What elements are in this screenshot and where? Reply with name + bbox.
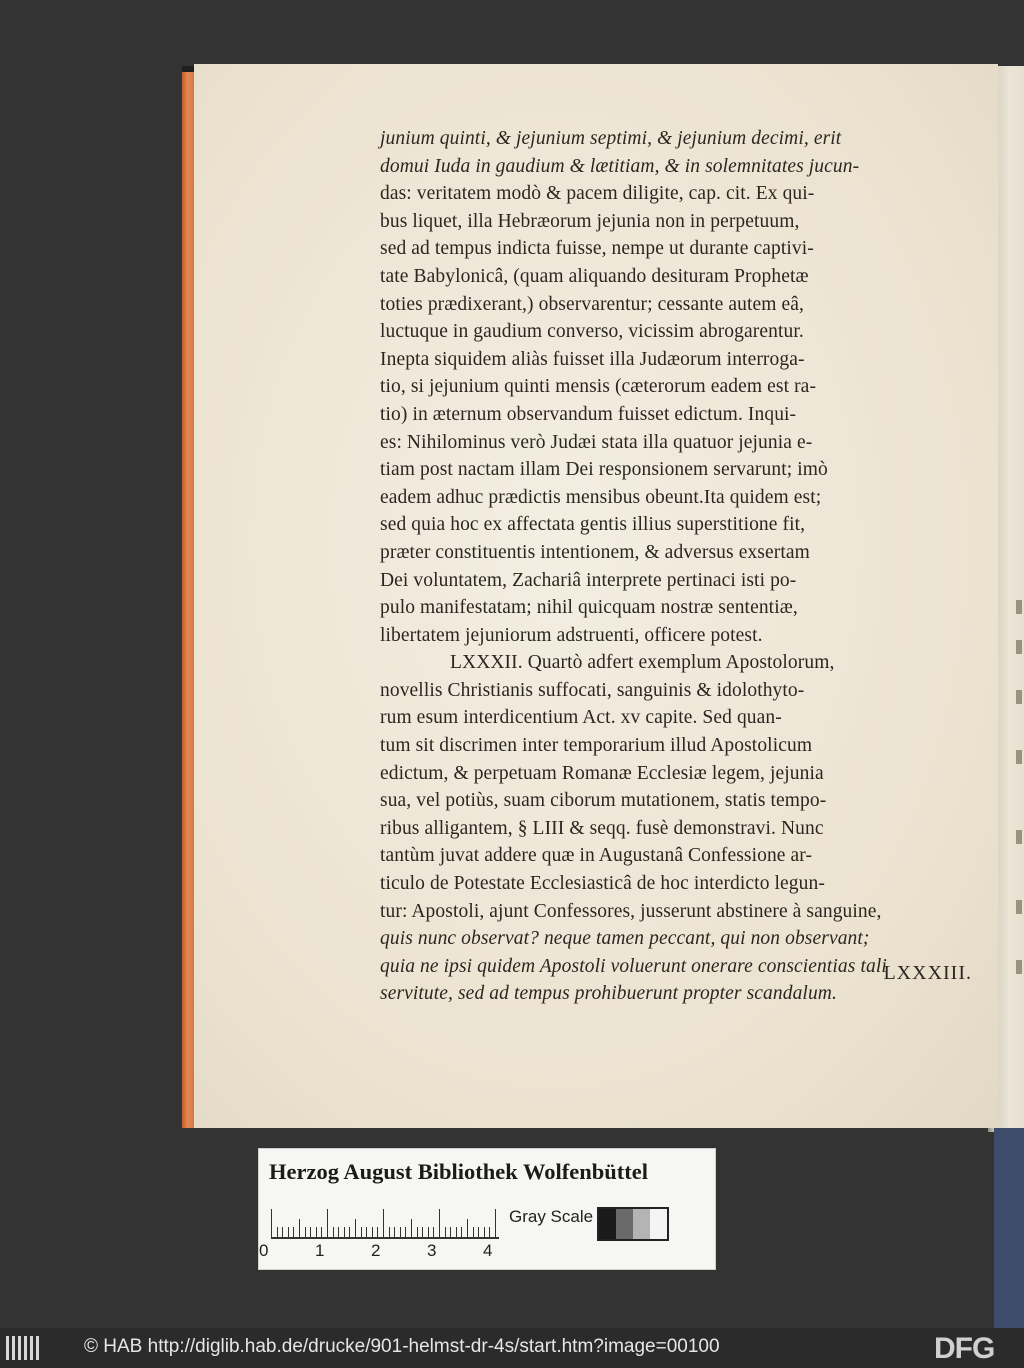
facing-text-mark	[1016, 690, 1022, 704]
gray-swatch	[633, 1209, 650, 1239]
ruler-tick	[293, 1227, 294, 1239]
ruler-tick	[489, 1227, 490, 1239]
text-line: Dei voluntatem, Zachariâ interprete pertinaci isti po-	[380, 569, 797, 591]
text-line: ticulo de Potestate Ecclesiasticâ de hoc interdicto legun-	[380, 873, 825, 895]
logo-bar	[30, 1336, 33, 1360]
ruler-tick	[439, 1209, 440, 1239]
text-line: præter constituentis intentionem, & adversus exsertam	[380, 541, 810, 563]
gray-scale-swatches	[597, 1207, 669, 1241]
ruler-tick	[422, 1227, 423, 1239]
facing-text-mark	[1016, 830, 1022, 844]
ruler-tick	[394, 1227, 395, 1239]
facing-text-mark	[1016, 900, 1022, 914]
text-line: sua, vel potiùs, suam ciborum mutationem, statis tempo-	[380, 790, 827, 812]
ruler-tick	[338, 1227, 339, 1239]
ruler-tick	[456, 1227, 457, 1239]
text-line: tio) in æternum observandum fuisset edictum. Inqui-	[380, 403, 797, 425]
text-line: es: Nihilominus verò Judæi stata illa quatuor jejunia e-	[380, 431, 813, 453]
library-label-card	[258, 1148, 716, 1270]
text-line: edictum, & perpetuam Romanæ Ecclesiæ legem, jejunia	[380, 762, 824, 784]
ruler-tick	[282, 1227, 283, 1239]
text-line: quis nunc observat? neque tamen peccant, qui non observant;	[380, 928, 870, 950]
scale-ruler	[271, 1205, 503, 1239]
ruler-tick	[405, 1227, 406, 1239]
text-line: tio, si jejunium quinti mensis (cæterorum eadem est ra-	[380, 376, 817, 398]
text-line: luctuque in gaudium converso, vicissim abrogarentur.	[380, 321, 804, 343]
ruler-tick	[400, 1227, 401, 1239]
ruler-tick	[467, 1219, 468, 1239]
facing-text-mark	[1016, 640, 1022, 654]
ruler-number: 4	[483, 1241, 493, 1260]
facing-text-mark	[1016, 750, 1022, 764]
text-line: quia ne ipsi quidem Apostoli voluerunt onerare conscientias tali	[380, 955, 887, 977]
ruler-number: 2	[371, 1241, 381, 1260]
logo-bar	[18, 1336, 21, 1360]
text-line: das: veritatem modò & pacem diligite, cap. cit. Ex qui-	[380, 183, 815, 205]
ruler-tick	[377, 1227, 378, 1239]
text-line: bus liquet, illa Hebræorum jejunia non in perpetuum,	[380, 210, 800, 232]
text-line: sed ad tempus indicta fuisse, nempe ut durante captivi-	[380, 238, 814, 260]
text-line: libertatem jejuniorum adstruenti, officere potest.	[380, 624, 763, 646]
ruler-tick	[327, 1209, 328, 1239]
gray-scale-label: Gray Scale	[509, 1207, 594, 1226]
gray-swatch	[616, 1209, 633, 1239]
text-line: toties prædixerant,) observarentur; cessante autem eâ,	[380, 293, 804, 315]
ruler-tick	[310, 1227, 311, 1239]
text-line: eadem adhuc prædictis mensibus obeunt.Ita quidem est;	[380, 486, 822, 508]
library-name: Herzog August Bibliothek Wolfenbüttel	[269, 1159, 648, 1184]
ruler-tick	[495, 1209, 496, 1239]
ruler-tick	[450, 1227, 451, 1239]
ruler-tick	[305, 1227, 306, 1239]
ruler-tick	[361, 1227, 362, 1239]
ruler-tick	[321, 1227, 322, 1239]
dfg-logo: DFG	[934, 1332, 995, 1365]
ruler-tick	[344, 1227, 345, 1239]
ruler-tick	[271, 1209, 272, 1239]
ruler-tick	[478, 1227, 479, 1239]
text-line: pulo manifestatam; nihil quicquam nostræ sententiæ,	[380, 597, 798, 619]
ruler-tick	[389, 1227, 390, 1239]
logo-bar	[24, 1336, 27, 1360]
text-line: novellis Christianis suffocati, sanguinis & idolothyto-	[380, 679, 805, 701]
ruler-tick	[316, 1227, 317, 1239]
ruler-tick	[428, 1227, 429, 1239]
facing-page-text-marks	[1016, 600, 1024, 1000]
logo-bar	[12, 1336, 15, 1360]
ruler-tick	[411, 1219, 412, 1239]
page-text-block	[380, 125, 980, 1008]
gray-swatch	[650, 1209, 667, 1239]
hab-logo-icon	[6, 1336, 46, 1360]
logo-bar	[36, 1336, 39, 1360]
facing-text-mark	[1016, 600, 1022, 614]
text-line: LXXXII. Quartò adfert exemplum Apostolorum,	[450, 652, 835, 674]
ruler-tick	[366, 1227, 367, 1239]
ruler-tick	[288, 1227, 289, 1239]
ruler-tick	[473, 1227, 474, 1239]
text-line: domui Iuda in gaudium & lætitiam, & in solemnitates jucun-	[380, 155, 860, 177]
ruler-number: 3	[427, 1241, 437, 1260]
ruler-tick	[461, 1227, 462, 1239]
ruler-tick	[383, 1209, 384, 1239]
ruler-tick	[349, 1227, 350, 1239]
ruler-tick	[484, 1227, 485, 1239]
viewer-footer	[0, 1328, 1024, 1368]
text-line: tur: Apostoli, ajunt Confessores, jusserunt abstinere à sanguine,	[380, 900, 882, 922]
logo-bar	[6, 1336, 9, 1360]
ruler-tick	[433, 1227, 434, 1239]
gray-swatch	[599, 1209, 616, 1239]
text-line: tate Babylonicâ, (quam aliquando desituram Prophetæ	[380, 265, 809, 287]
ruler-tick	[299, 1219, 300, 1239]
ruler-tick	[277, 1227, 278, 1239]
ruler-tick	[355, 1219, 356, 1239]
text-line: tum sit discrimen inter temporarium illud Apostolicum	[380, 735, 813, 757]
facing-text-mark	[1016, 960, 1022, 974]
ruler-tick	[417, 1227, 418, 1239]
text-line: servitute, sed ad tempus prohibuerunt propter scandalum.	[380, 983, 837, 1005]
ruler-numbers	[259, 1241, 559, 1261]
text-line: rum esum interdicentium Act. xv capite. Sed quan-	[380, 707, 782, 729]
text-line: junium quinti, & jejunium septimi, & jejunium decimi, erit	[380, 128, 842, 149]
text-line: Inepta siquidem aliàs fuisset illa Judæorum interroga-	[380, 348, 805, 370]
ruler-tick	[445, 1227, 446, 1239]
copyright-link[interactable]: © HAB http://diglib.hab.de/drucke/901-helmst-dr-4s/start.htm?image=00100	[84, 1336, 720, 1357]
ruler-tick	[372, 1227, 373, 1239]
binding-strip	[994, 1128, 1024, 1328]
text-line: ribus alligantem, § LIII & seqq. fusè demonstravi. Nunc	[380, 817, 824, 839]
text-line: tantùm juvat addere quæ in Augustanâ Confessione ar-	[380, 845, 813, 867]
catchword: LXXXIII.	[883, 962, 972, 984]
ruler-number: 1	[315, 1241, 325, 1260]
ruler-number: 0	[259, 1241, 269, 1260]
text-line: tiam post nactam illam Dei responsionem servarunt; imò	[380, 459, 828, 481]
ruler-tick	[333, 1227, 334, 1239]
text-line: sed quia hoc ex affectata gentis illius superstitione fit,	[380, 514, 806, 536]
